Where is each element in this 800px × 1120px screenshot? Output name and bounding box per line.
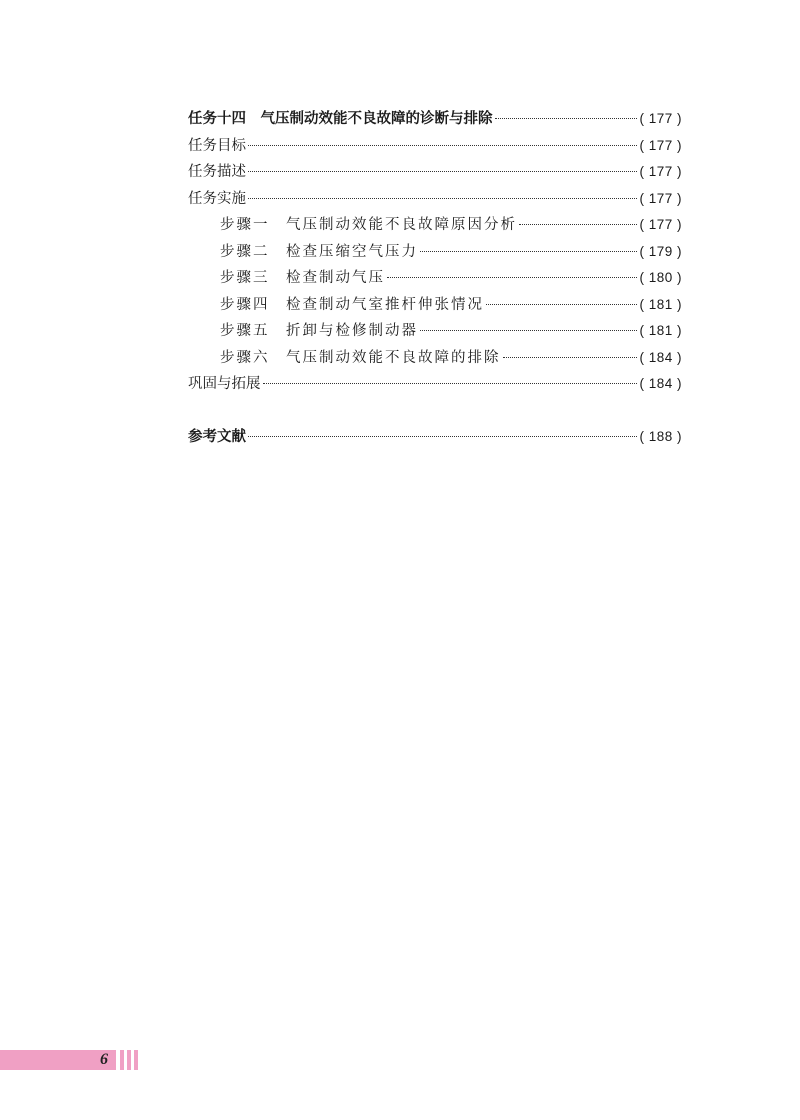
toc-page-number: ( 184 ) xyxy=(639,349,682,365)
footer-stripes xyxy=(120,1050,141,1070)
page-number: 6 xyxy=(100,1051,108,1068)
footer-stripe xyxy=(120,1050,124,1070)
toc-page-number: ( 184 ) xyxy=(639,376,682,391)
footer-stripe xyxy=(127,1050,131,1070)
dot-leader xyxy=(495,117,638,119)
toc-entry-label: 任务描述 xyxy=(188,164,246,180)
dot-leader xyxy=(420,329,637,331)
dot-leader xyxy=(486,303,637,305)
toc-entry-label: 巩固与拓展 xyxy=(188,376,261,392)
toc-entry-label: 步骤五 折卸与检修制动器 xyxy=(220,323,418,339)
toc-entry-step-6[interactable] xyxy=(188,345,682,372)
dot-leader xyxy=(387,276,637,278)
toc-entry-task-goal[interactable] xyxy=(188,133,682,160)
dot-leader xyxy=(420,250,637,252)
table-of-contents xyxy=(188,106,682,450)
toc-page-number: ( 181 ) xyxy=(639,323,682,338)
toc-entry-label: 步骤六 气压制动效能不良故障的排除 xyxy=(220,349,501,366)
toc-entry-task-description[interactable] xyxy=(188,159,682,186)
footer-stripe xyxy=(134,1050,138,1070)
dot-leader xyxy=(519,223,637,225)
toc-entry-step-3[interactable] xyxy=(188,265,682,292)
toc-page-number: ( 177 ) xyxy=(639,164,682,179)
toc-page-number: ( 177 ) xyxy=(639,217,682,232)
toc-page-number: ( 188 ) xyxy=(639,428,682,444)
dot-leader xyxy=(248,435,637,437)
toc-entry-label: 任务十四 气压制动效能不良故障的诊断与排除 xyxy=(188,111,493,127)
toc-entry-task-14[interactable] xyxy=(188,106,682,133)
dot-leader xyxy=(503,356,638,358)
toc-entry-step-4[interactable] xyxy=(188,292,682,319)
toc-page-number: ( 179 ) xyxy=(639,243,682,259)
toc-entry-label: 步骤一 气压制动效能不良故障原因分析 xyxy=(220,217,517,233)
toc-page-number: ( 177 ) xyxy=(639,137,682,153)
toc-entry-step-1[interactable] xyxy=(188,212,682,239)
toc-entry-task-implementation[interactable] xyxy=(188,186,682,213)
toc-entry-label: 任务实施 xyxy=(188,190,246,207)
toc-entry-label: 步骤四 检查制动气室推杆伸张情况 xyxy=(220,296,484,313)
toc-entry-step-5[interactable] xyxy=(188,318,682,345)
toc-entry-references[interactable] xyxy=(188,424,682,451)
toc-page-number: ( 180 ) xyxy=(639,270,682,285)
toc-page-number: ( 177 ) xyxy=(639,190,682,206)
toc-entry-label: 步骤二 检查压缩空气压力 xyxy=(220,243,418,260)
toc-entry-step-2[interactable] xyxy=(188,239,682,266)
dot-leader xyxy=(263,382,638,384)
dot-leader xyxy=(248,170,637,172)
toc-entry-label: 任务目标 xyxy=(188,137,246,154)
toc-page-number: ( 181 ) xyxy=(639,296,682,312)
toc-entry-consolidate[interactable] xyxy=(188,371,682,398)
dot-leader xyxy=(248,144,637,146)
toc-page-number: ( 177 ) xyxy=(639,111,682,126)
dot-leader xyxy=(248,197,637,199)
toc-entry-label: 参考文献 xyxy=(188,428,246,445)
toc-entry-label: 步骤三 检查制动气压 xyxy=(220,270,385,286)
